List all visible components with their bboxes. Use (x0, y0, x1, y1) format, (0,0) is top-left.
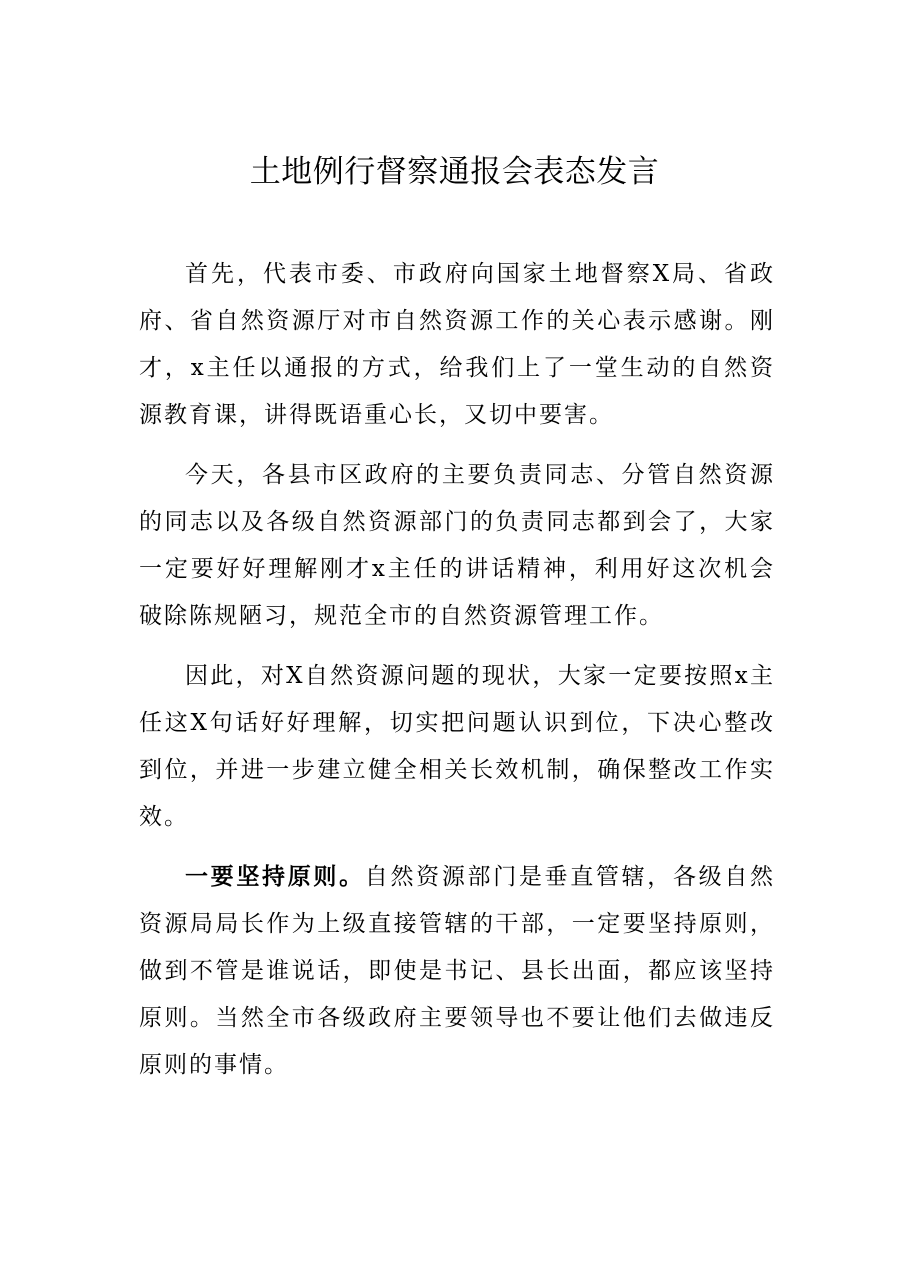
paragraph-text: 首先，代表市委、市政府向国家土地督察X局、省政府、省自然资源厅对市自然资源工作的关心表示感谢。刚才，x主任以通报的方式，给我们上了一堂生动的自然资源教育课，讲得既语重心长，又切中要害。 (139, 261, 775, 428)
paragraph (139, 653, 775, 841)
paragraph-text: 今天，各县市区政府的主要负责同志、分管自然资源的同志以及各级自然资源部门的负责同志都到会了，大家一定要好好理解刚才x主任的讲话精神，利用好这次机会破除陈规陋习，规范全市的自然资源管理工作。 (139, 462, 775, 629)
document-title: 土地例行督察通报会表态发言 (249, 154, 660, 190)
document-body (139, 251, 775, 1102)
paragraph-text: 自然资源部门是垂直管辖，各级自然资源局局长作为上级直接管辖的干部，一定要坚持原则，做到不管是谁说话，即使是书记、县长出面，都应该坚持原则。当然全市各级政府主要领导也不要让他们去做违反原则的事情。 (139, 864, 776, 1078)
paragraph (139, 452, 775, 640)
paragraph-text: 因此，对X自然资源问题的现状，大家一定要按照x主任这X句话好好理解，切实把问题认识到位，下决心整改到位，并进一步建立健全相关长效机制，确保整改工作实效。 (139, 663, 775, 830)
paragraph (139, 854, 775, 1089)
paragraph (139, 251, 775, 439)
paragraph-lead-heading: 一要坚持原则。 (185, 864, 365, 890)
